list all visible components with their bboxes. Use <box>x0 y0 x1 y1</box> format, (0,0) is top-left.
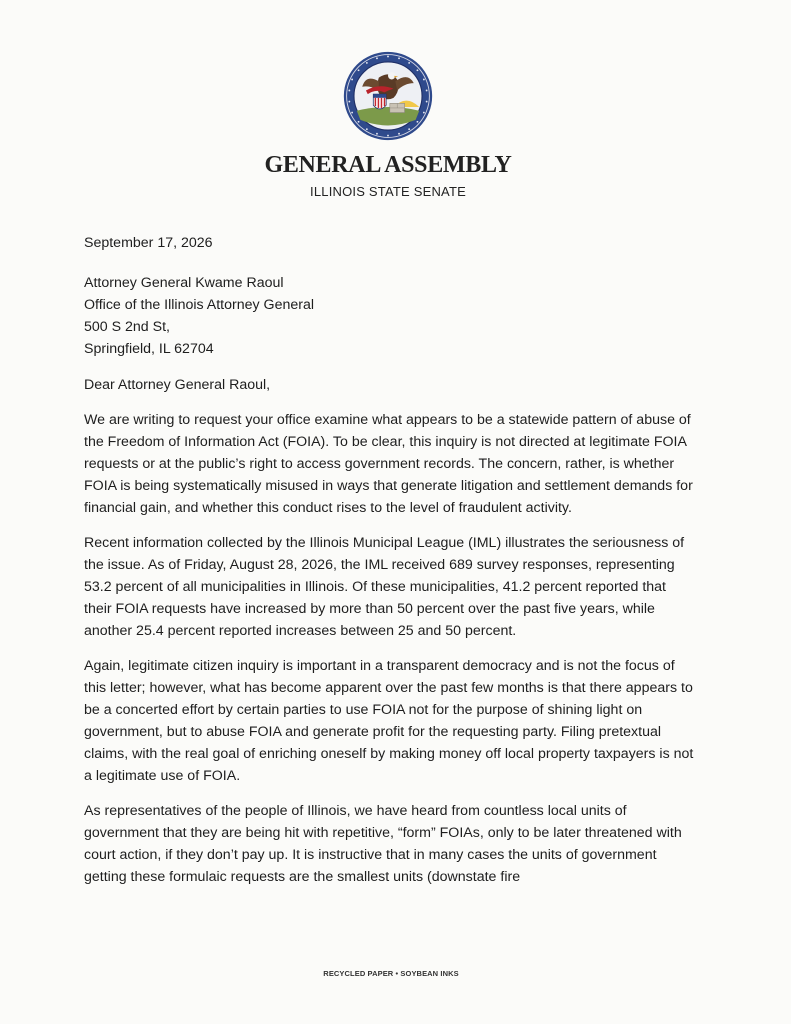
salutation: Dear Attorney General Raoul, <box>84 377 271 393</box>
letter-date: September 17, 2026 <box>84 235 213 251</box>
paragraph-3: Again, legitimate citizen inquiry is important in a transparent democracy and is not the focus of this letter; however, what has become apparent over the past few months is that there appears to be a concerted effort by certain parties to use FOIA not for the purpose of shining light on government, but to abuse FOIA and generate profit for the requesting party. Filing pretextual claims, with the real goal of enriching oneself by making money off local property taxpayers is not a legitimate use of FOIA. <box>84 658 694 784</box>
letter-body <box>84 232 696 901</box>
recipient-office: Office of the Illinois Attorney General <box>84 297 315 313</box>
recipient-name: Attorney General Kwame Raoul <box>84 275 284 291</box>
paragraph-4: As representatives of the people of Illinois, we have heard from countless local units of government that they are being hit with repetitive, “form” FOIAs, only to be later threatened with court action, if they don’t pay up. It is instructive that in many cases the units of government getting these formulaic requests are the smallest units (downstate fire <box>84 803 682 885</box>
paragraph-2: Recent information collected by the Illinois Municipal League (IML) illustrates the seriousness of the issue. As of Friday, August 28, 2026, the IML received 689 survey responses, representing 53.2 percent of all municipalities in Illinois. Of these municipalities, 41.2 percent reported that their FOIA requests have increased by more than 50 percent over the past five years, while another 25.4 percent reported increases between 25 and 50 percent. <box>84 535 685 639</box>
recipient-city: Springfield, IL 62704 <box>84 341 214 357</box>
recipient-address <box>84 272 696 360</box>
illinois-state-seal-icon <box>342 50 434 142</box>
paragraph-1: We are writing to request your office examine what appears to be a statewide pattern of abuse of the Freedom of Information Act (FOIA). To be clear, this inquiry is not directed at legitimate FOIA requests or at the public’s right to access government records. The concern, rather, is whether FOIA is being systematically misused in ways that generate litigation and settlement demands for financial gain, and whether this conduct rises to the level of fraudulent activity. <box>84 412 693 516</box>
letterhead-subtitle: ILLINOIS STATE SENATE <box>310 184 466 199</box>
recipient-street: 500 S 2nd St, <box>84 319 170 335</box>
letterhead-title: GENERAL ASSEMBLY <box>264 152 512 178</box>
footer-note: RECYCLED PAPER • SOYBEAN INKS <box>323 969 459 978</box>
